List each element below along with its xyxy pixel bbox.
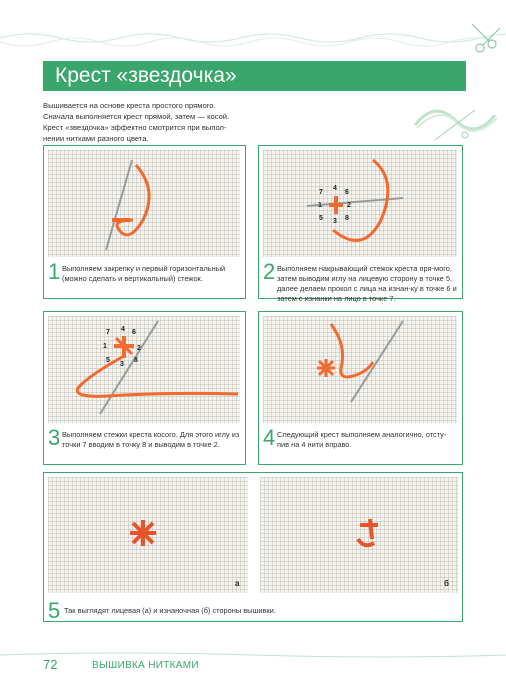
point-label: 2 <box>347 202 351 209</box>
point-label: 8 <box>134 357 138 364</box>
needle <box>351 321 403 402</box>
step-5-panel <box>43 472 463 622</box>
step-4-text: Следующий крест выполняем аналогично, отсту-пив на 4 нити вправо. <box>277 430 447 449</box>
page-number: 72 <box>43 657 58 672</box>
point-label: 2 <box>137 345 141 352</box>
step-4-illustration <box>263 316 457 423</box>
point-label: 3 <box>333 218 337 225</box>
back-side-illustration <box>260 477 458 593</box>
point-label: 8 <box>345 215 349 222</box>
step-1-text: Выполняем закрепку и первый горизонтальный (можно сделать и вертикальный) стежок. <box>62 264 226 283</box>
step-2-illustration <box>263 150 457 257</box>
step-2-number: 2 <box>263 259 276 284</box>
footer-decoration <box>0 649 506 669</box>
front-side-illustration <box>48 477 248 593</box>
front-side-label: а <box>235 579 240 588</box>
step-4-photo <box>263 316 457 423</box>
point-label: 7 <box>106 329 110 336</box>
intro-line: нении нитками разного цвета. <box>43 134 149 143</box>
step-1-illustration <box>48 150 240 257</box>
step-5-text: Так выглядят лицевая (а) и изнаночная (б) стороны вышивки. <box>64 606 276 615</box>
top-decoration <box>0 0 506 60</box>
step-2-panel <box>258 145 463 303</box>
point-label: 4 <box>121 326 125 333</box>
point-label: 6 <box>132 329 136 336</box>
point-label: 5 <box>319 215 323 222</box>
step-2-text: Выполняем накрывающий стежок креста пря-мого, затем выводим иглу на лицевую сторону в точке 5, далее делаем прокол с лица на изнан-ку в точке 6 и затем с изнанки на лицо в точке 7. <box>277 264 457 303</box>
point-label: 7 <box>319 189 323 196</box>
intro-line: Вышивается на основе креста простого прямого. <box>43 101 216 110</box>
point-label: 1 <box>318 202 322 209</box>
step-5-number: 5 <box>48 598 61 623</box>
page-title-bar <box>43 61 466 91</box>
step-1-photo <box>48 150 240 257</box>
needle <box>106 160 132 250</box>
step-1-panel <box>43 145 246 299</box>
step-3-text: Выполняем стежки креста косого. Для этого иглу из точки 7 вводим в точку 8 и выводим в точке 2. <box>62 430 240 449</box>
back-side-photo <box>260 477 458 593</box>
step-3-panel <box>43 311 246 465</box>
point-label: 4 <box>333 185 337 192</box>
step-3-number: 3 <box>48 425 61 450</box>
step-4-number: 4 <box>263 425 276 450</box>
point-label: 6 <box>345 189 349 196</box>
page-title: Крест «звездочка» <box>55 64 237 87</box>
intro-line: Сначала выполняется крест прямой, затем — косой. <box>43 112 230 121</box>
back-side-label: б <box>444 579 449 588</box>
step-3-photo <box>48 316 240 423</box>
step-3-illustration <box>48 316 240 423</box>
step-2-photo <box>263 150 457 257</box>
section-name: ВЫШИВКА НИТКАМИ <box>92 660 199 671</box>
step-1-number: 1 <box>48 259 61 284</box>
point-label: 3 <box>120 361 124 368</box>
step-4-panel <box>258 311 463 465</box>
needle-thread-decoration <box>395 90 506 150</box>
intro-text <box>43 100 373 144</box>
front-side-photo <box>48 477 248 593</box>
intro-line: Крест «звездочка» эффектно смотрится при выпол- <box>43 123 227 132</box>
point-label: 5 <box>106 357 110 364</box>
point-label: 1 <box>103 343 107 350</box>
